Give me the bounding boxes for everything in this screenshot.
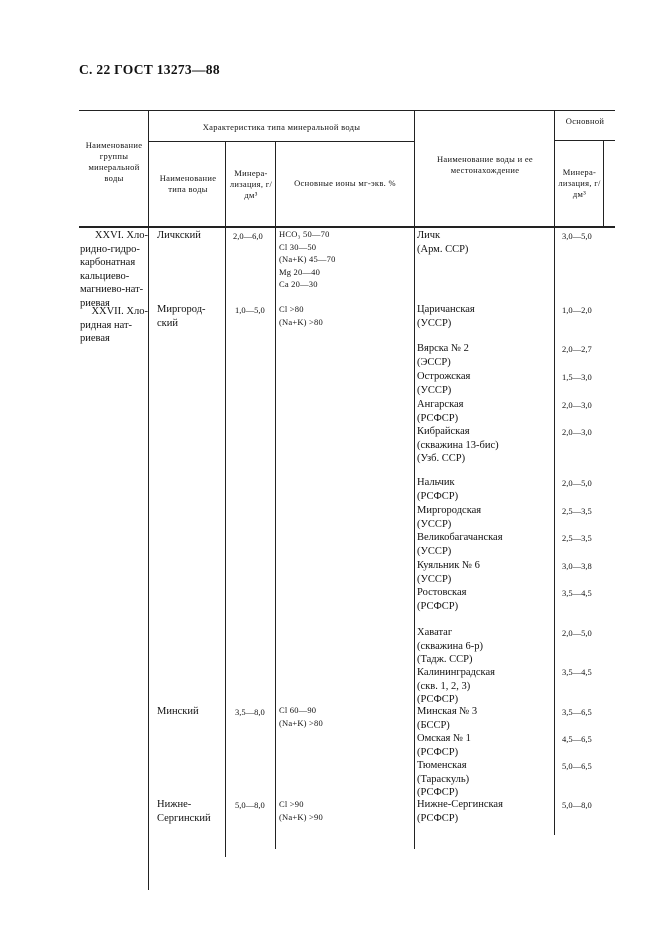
col-divider-6 [603, 141, 604, 226]
water-name [417, 370, 470, 397]
col-divider-1 [148, 110, 149, 890]
type-name-line: Минский [157, 706, 199, 717]
water-line: Ангарская [417, 399, 464, 410]
type-ions [279, 228, 336, 291]
water-name [417, 476, 458, 503]
ion-line: Cl >90 [279, 799, 304, 809]
water-mineralization: 3,5—6,5 [562, 707, 592, 717]
header-basic: Основной [565, 116, 605, 126]
group-line: магниево-нат- [80, 284, 144, 295]
group-name [80, 229, 148, 310]
col-divider-4 [414, 110, 415, 849]
type-ions [279, 704, 323, 729]
header-type-name: Наименование типа воды [159, 173, 217, 194]
group-line: ридная нат- [80, 319, 133, 331]
table-sub-rule-right [554, 140, 615, 141]
type-mineralization: 5,0—8,0 [235, 800, 265, 810]
header-characteristic: Характеристика типа минеральной воды [202, 122, 361, 132]
header-ions: Основные ионы мг-экв. % [294, 178, 396, 188]
water-line: (УССР) [417, 573, 452, 585]
water-line: Вярска № 2 [417, 343, 469, 354]
water-line: Великобагачанская [417, 532, 503, 543]
header-mineralization [227, 168, 275, 201]
type-name-line: Сергинский [157, 812, 211, 824]
type-name-line: Миргород- [157, 304, 206, 315]
water-line: (скв. 1, 2, 3) [417, 680, 471, 692]
water-line: Нальчик [417, 477, 455, 488]
water-line: (РСФСР) [417, 787, 459, 798]
group-line: XXVI. Хло- [94, 230, 148, 241]
col-divider-3 [275, 141, 276, 849]
water-line: (Узб. ССР) [417, 453, 466, 464]
group-line: риевая [80, 297, 110, 309]
water-line: (РСФСР) [417, 746, 459, 758]
group-name [80, 305, 148, 346]
header-mineralization-text: Минера-лизация, г/дм³ [229, 168, 273, 200]
ion-line: Cl 30—50 [279, 241, 317, 252]
water-line: (Арм. ССР) [417, 243, 469, 255]
type-ions [279, 798, 323, 823]
ion-line: (Na+K) 45—70 [279, 254, 336, 264]
table-header-bottom-rule [79, 226, 615, 228]
water-line: (скважина 13-бис) [417, 439, 499, 451]
water-line: (скважина 6-р) [417, 640, 484, 652]
type-name [157, 705, 199, 719]
ion-line: (Na+K) >80 [279, 316, 323, 327]
water-mineralization: 2,0—3,0 [562, 427, 592, 437]
type-mineralization: 2,0—6,0 [233, 231, 263, 241]
water-line: (РСФСР) [417, 694, 459, 705]
water-line: Омская № 1 [417, 733, 471, 744]
type-name-line: Нижне- [157, 799, 192, 810]
group-line: карбонатная [80, 257, 136, 268]
group-line: кальциево- [80, 270, 130, 282]
col-divider-2 [225, 141, 226, 857]
water-line: Куяльник № 6 [417, 560, 480, 571]
table-sub-rule-left [148, 141, 415, 142]
group-line: риевая [80, 333, 110, 344]
water-mineralization: 1,5—3,0 [562, 372, 592, 382]
water-name [417, 425, 499, 466]
header-water-name: Наименование воды и ее местонахождение [436, 154, 534, 175]
water-name [417, 559, 480, 586]
type-ions [279, 303, 323, 328]
water-mineralization: 2,0—5,0 [562, 478, 592, 488]
water-line: (РСФСР) [417, 812, 459, 824]
type-name [157, 303, 206, 330]
water-line: Личк [417, 230, 441, 241]
water-line: Нижне-Сергинская [417, 799, 503, 810]
col-divider-5 [554, 110, 555, 835]
water-name [417, 398, 464, 425]
type-mineralization: 3,5—8,0 [235, 707, 265, 717]
water-line: Острожская [417, 371, 471, 382]
ion-line: (Na+K) >90 [279, 811, 323, 822]
water-line: Кибрайская [417, 426, 470, 437]
water-line: (РСФСР) [417, 600, 459, 612]
ion-line: HCO₃ 50—70 [279, 229, 330, 239]
ion-line: (Na+K) >80 [279, 717, 323, 728]
water-name [417, 798, 503, 825]
water-mineralization: 5,0—6,5 [562, 761, 592, 771]
water-mineralization: 2,0—5,0 [562, 628, 592, 638]
water-mineralization: 2,0—2,7 [562, 344, 592, 354]
water-mineralization: 3,0—3,8 [562, 561, 592, 571]
water-line: Хаватаг [417, 627, 453, 638]
type-name-line: Личкский [157, 230, 201, 241]
page-header: С. 22 ГОСТ 13273—88 [79, 62, 220, 77]
water-line: Минская № 3 [417, 706, 478, 717]
water-mineralization: 2,0—3,0 [562, 400, 592, 410]
water-mineralization: 2,5—3,5 [562, 533, 592, 543]
water-mineralization: 3,5—4,5 [562, 588, 592, 598]
group-line: XXVII. Хло- [91, 306, 148, 317]
water-name [417, 732, 471, 759]
water-line: Калининградская [417, 667, 495, 678]
ion-line: Cl >80 [279, 304, 304, 314]
water-mineralization: 4,5—6,5 [562, 734, 592, 744]
water-name [417, 626, 483, 667]
water-line: (БССР) [417, 719, 450, 731]
water-line: (Тадж. ССР) [417, 654, 473, 665]
water-line: (УССР) [417, 545, 452, 557]
water-line: Ростовская [417, 587, 467, 598]
water-name [417, 759, 469, 800]
water-line: (УССР) [417, 384, 452, 396]
water-name [417, 229, 468, 256]
type-name-line: ский [157, 317, 178, 329]
type-mineralization: 1,0—5,0 [235, 305, 265, 315]
header-group-name: Наименование группы минеральной воды [85, 140, 143, 183]
water-mineralization: 5,0—8,0 [562, 800, 592, 810]
water-name [417, 303, 475, 330]
water-line: (РСФСР) [417, 490, 459, 502]
water-mineralization: 2,5—3,5 [562, 506, 592, 516]
type-name [157, 229, 201, 243]
water-mineralization: 3,0—5,0 [562, 231, 592, 241]
water-mineralization: 1,0—2,0 [562, 305, 592, 315]
group-line: ридно-гидро- [80, 243, 140, 255]
water-name [417, 705, 477, 732]
water-name [417, 586, 466, 613]
ion-line: Mg 20—40 [279, 266, 321, 277]
water-line: (УССР) [417, 518, 452, 530]
water-mineralization: 3,5—4,5 [562, 667, 592, 677]
type-name [157, 798, 211, 825]
water-name [417, 531, 503, 558]
water-name [417, 504, 481, 531]
water-line: Тюменская [417, 760, 467, 771]
header-basic-mineralization: Минера-лизация, г/дм³ [558, 167, 601, 199]
water-line: Царичанская [417, 304, 475, 315]
water-line: (УССР) [417, 317, 452, 329]
water-name [417, 342, 469, 369]
table-top-rule [79, 110, 615, 111]
water-line: Миргородская [417, 505, 482, 516]
water-line: (Тараскуль) [417, 773, 470, 785]
water-line: (ЭССР) [417, 356, 451, 368]
ion-line: Ca 20—30 [279, 279, 318, 289]
water-line: (РСФСР) [417, 412, 459, 424]
water-name [417, 666, 495, 707]
ion-line: Cl 60—90 [279, 705, 317, 715]
